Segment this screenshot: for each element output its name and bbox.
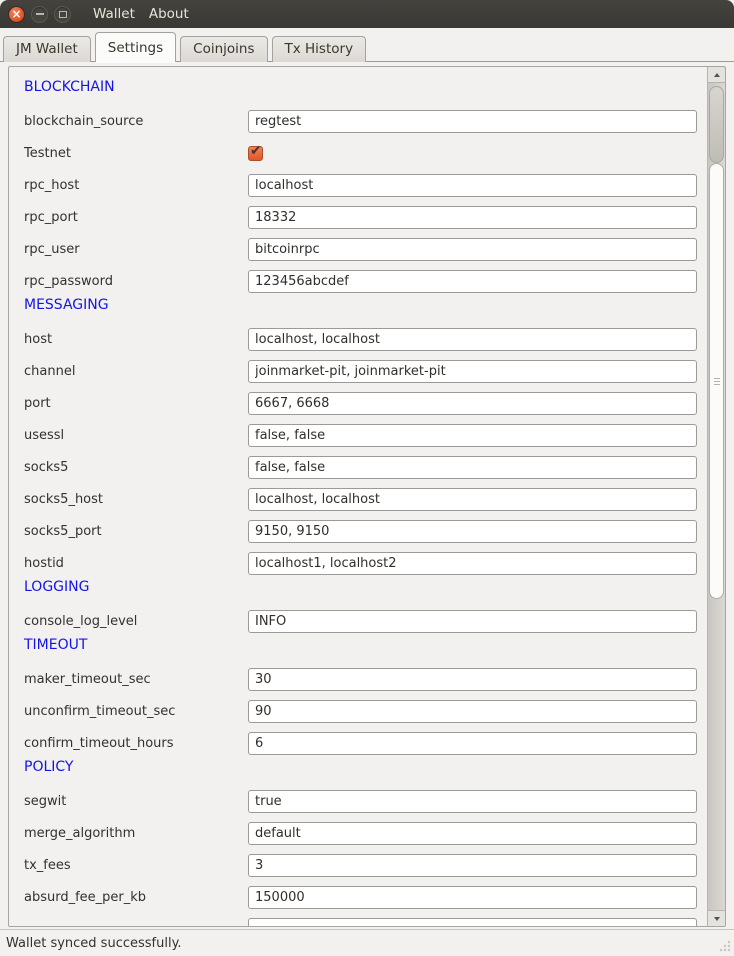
socks5-input[interactable] [248, 456, 697, 479]
field-row [24, 727, 707, 759]
field-row [24, 323, 707, 355]
field-row [24, 663, 707, 695]
scroll-up-button[interactable] [708, 67, 725, 83]
field-label: absurd_fee_per_kb [24, 889, 147, 905]
maker-timeout-sec-input[interactable] [248, 668, 697, 691]
rpc-password-input[interactable] [248, 270, 697, 293]
field-row [24, 849, 707, 881]
field-label: rpc_user [24, 241, 80, 257]
rpc-host-input[interactable] [248, 174, 697, 197]
field-row [24, 265, 707, 297]
scrollbar-track-segment[interactable] [709, 86, 724, 163]
confirm-timeout-hours-input[interactable] [248, 732, 697, 755]
usessl-input[interactable] [248, 424, 697, 447]
field-label: rpc_host [24, 177, 80, 193]
scrollbar-grip-icon [714, 378, 720, 385]
menu-wallet[interactable]: Wallet [93, 6, 135, 22]
field-row [24, 451, 707, 483]
field-row [24, 233, 707, 265]
field-row [24, 547, 707, 579]
absurd-fee-per-kb-input[interactable] [248, 886, 697, 909]
field-row [24, 817, 707, 849]
field-label: tx_fees [24, 857, 71, 873]
field-label: socks5 [24, 459, 69, 475]
tab-jm-wallet[interactable]: JM Wallet [3, 36, 91, 62]
field-row [24, 169, 707, 201]
testnet-checkbox[interactable] [248, 142, 263, 161]
triangle-up-icon [714, 73, 720, 77]
minimize-icon [36, 13, 44, 15]
field-row [24, 387, 707, 419]
unconfirm-timeout-sec-input[interactable] [248, 700, 697, 723]
field-label: console_log_level [24, 613, 138, 629]
section-header-timeout: TIMEOUT [24, 637, 88, 653]
maximize-button[interactable] [54, 6, 71, 23]
settings-pane [0, 62, 734, 929]
resize-grip[interactable] [718, 940, 731, 953]
field-label: merge_algorithm [24, 825, 136, 841]
field-label: Testnet [24, 145, 71, 161]
field-label: segwit [24, 793, 67, 809]
channel-input[interactable] [248, 360, 697, 383]
clipped-field-input[interactable] [248, 918, 697, 927]
tab-tx-history[interactable]: Tx History [272, 36, 367, 62]
field-row [24, 605, 707, 637]
rpc-port-input[interactable] [248, 206, 697, 229]
field-label: blockchain_source [24, 113, 144, 129]
vertical-scrollbar[interactable] [707, 67, 725, 926]
titlebar [0, 0, 734, 28]
field-label: hostid [24, 555, 64, 571]
field-row [24, 483, 707, 515]
field-row [24, 201, 707, 233]
scroll-down-button[interactable] [708, 910, 725, 926]
tab-settings[interactable]: Settings [95, 32, 176, 62]
socks5-port-input[interactable] [248, 520, 697, 543]
field-row [24, 355, 707, 387]
scrollbar-thumb[interactable] [709, 163, 724, 599]
field-label: unconfirm_timeout_sec [24, 703, 176, 719]
merge-algorithm-input[interactable] [248, 822, 697, 845]
host-input[interactable] [248, 328, 697, 351]
field-label: maker_timeout_sec [24, 671, 151, 687]
close-button[interactable] [8, 6, 25, 23]
console-log-level-input[interactable] [248, 610, 697, 633]
triangle-down-icon [714, 917, 720, 921]
tab-coinjoins[interactable]: Coinjoins [180, 36, 267, 62]
field-row [24, 913, 707, 926]
blockchain-source-input[interactable] [248, 110, 697, 133]
section-header-logging: LOGGING [24, 579, 90, 595]
field-label: confirm_timeout_hours [24, 735, 174, 751]
field-row [24, 419, 707, 451]
maximize-icon [59, 11, 67, 18]
tab-bar [0, 28, 734, 62]
segwit-input[interactable] [248, 790, 697, 813]
menu-about[interactable]: About [148, 6, 189, 22]
field-label: socks5_port [24, 523, 102, 539]
check-icon: ✔ [250, 142, 262, 159]
section-header-messaging: MESSAGING [24, 297, 109, 313]
field-row [24, 881, 707, 913]
hostid-input[interactable] [248, 552, 697, 575]
field-label: channel [24, 363, 76, 379]
status-bar [0, 929, 734, 956]
socks5-host-input[interactable] [248, 488, 697, 511]
field-label: socks5_host [24, 491, 104, 507]
field-label: usessl [24, 427, 65, 443]
section-header-policy: POLICY [24, 759, 74, 775]
field-row [24, 137, 707, 169]
field-label: port [24, 395, 51, 411]
port-input[interactable] [248, 392, 697, 415]
field-label: host [24, 331, 53, 347]
tx-fees-input[interactable] [248, 854, 697, 877]
field-label: rpc_port [24, 209, 78, 225]
section-header-blockchain: BLOCKCHAIN [24, 79, 115, 95]
menubar [86, 2, 196, 26]
rpc-user-input[interactable] [248, 238, 697, 261]
status-text: Wallet synced successfully. [6, 935, 182, 951]
field-row [24, 695, 707, 727]
settings-form [9, 67, 707, 926]
field-row [24, 785, 707, 817]
field-row [24, 515, 707, 547]
minimize-button[interactable] [31, 6, 48, 23]
field-row [24, 105, 707, 137]
field-label: rpc_password [24, 273, 113, 289]
settings-scroll-area [8, 66, 726, 927]
close-icon: × [11, 6, 22, 21]
